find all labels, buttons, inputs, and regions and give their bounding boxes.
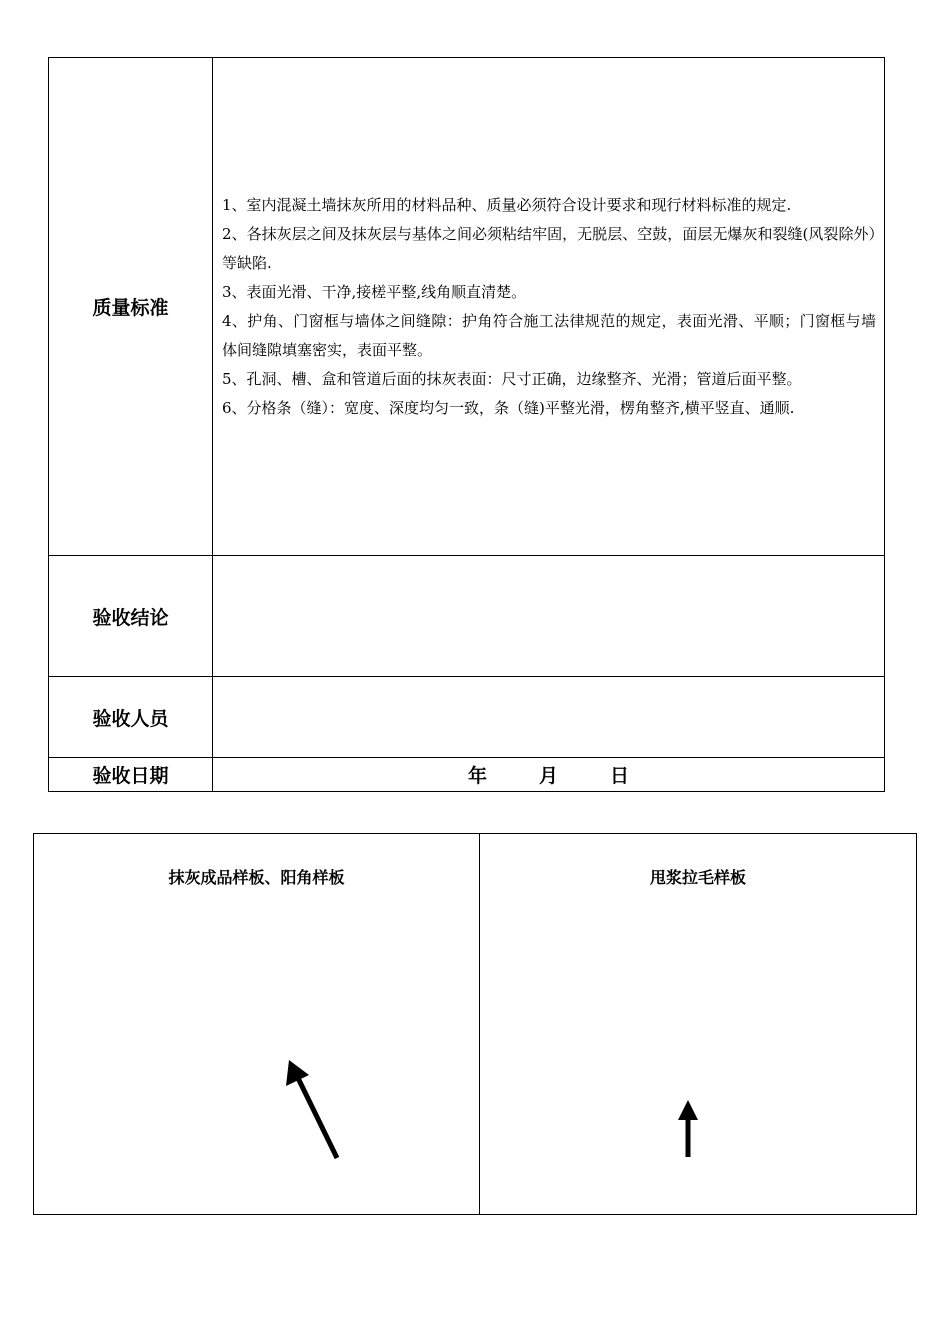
sample-photos-table [33,833,917,1215]
inspectors-label: 验收人员 [49,677,213,758]
slurry-roughcast-sample-cell [480,834,917,1215]
quality-standard-content [213,58,885,556]
inspectors-row [49,677,885,758]
conclusion-row [49,556,885,677]
date-day: 日 [610,765,630,787]
quality-standard-row [49,58,885,556]
quality-standard-item: 5、孔洞、槽、盒和管道后面的抹灰表面：尺寸正确，边缘整齐、光滑；管道后面平整。 [222,369,802,388]
finished-plaster-sample-title: 抹灰成品样板、阳角样板 [168,868,345,887]
conclusion-label: 验收结论 [49,556,213,677]
arrow-up-icon [674,1097,702,1159]
quality-standard-label: 质量标准 [49,58,213,556]
conclusion-field[interactable] [213,556,885,677]
quality-standard-list [213,191,884,423]
acceptance-form-table [48,57,885,792]
date-field[interactable] [213,758,885,792]
quality-standard-item: 1、室内混凝土墙抹灰所用的材料品种、质量必须符合设计要求和现行材料标准的规定. [222,195,792,214]
quality-standard-item: 4、护角、门窗框与墙体之间缝隙：护角符合施工法律规范的规定，表面光滑、平顺；门窗框与墙体间缝隙填塞密实，表面平整。 [222,311,876,359]
quality-standard-item: 6、分格条（缝）：宽度、深度均匀一致，条（缝)平整光滑，楞角整齐,横平竖直、通顺. [222,398,795,417]
quality-standard-item: 2、各抹灰层之间及抹灰层与基体之间必须粘结牢固，无脱层、空鼓，面层无爆灰和裂缝(风裂除外）等缺陷. [222,224,876,272]
inspectors-field[interactable] [213,677,885,758]
arrow-up-left-icon [282,1056,342,1166]
quality-standard-item: 3、表面光滑、干净,接槎平整,线角顺直清楚。 [222,282,527,301]
date-label: 验收日期 [49,758,213,792]
slurry-roughcast-sample-title: 甩浆拉毛样板 [649,868,746,887]
date-row [49,758,885,792]
date-year: 年 [467,765,487,787]
finished-plaster-sample-cell [34,834,480,1215]
date-month: 月 [538,765,558,787]
